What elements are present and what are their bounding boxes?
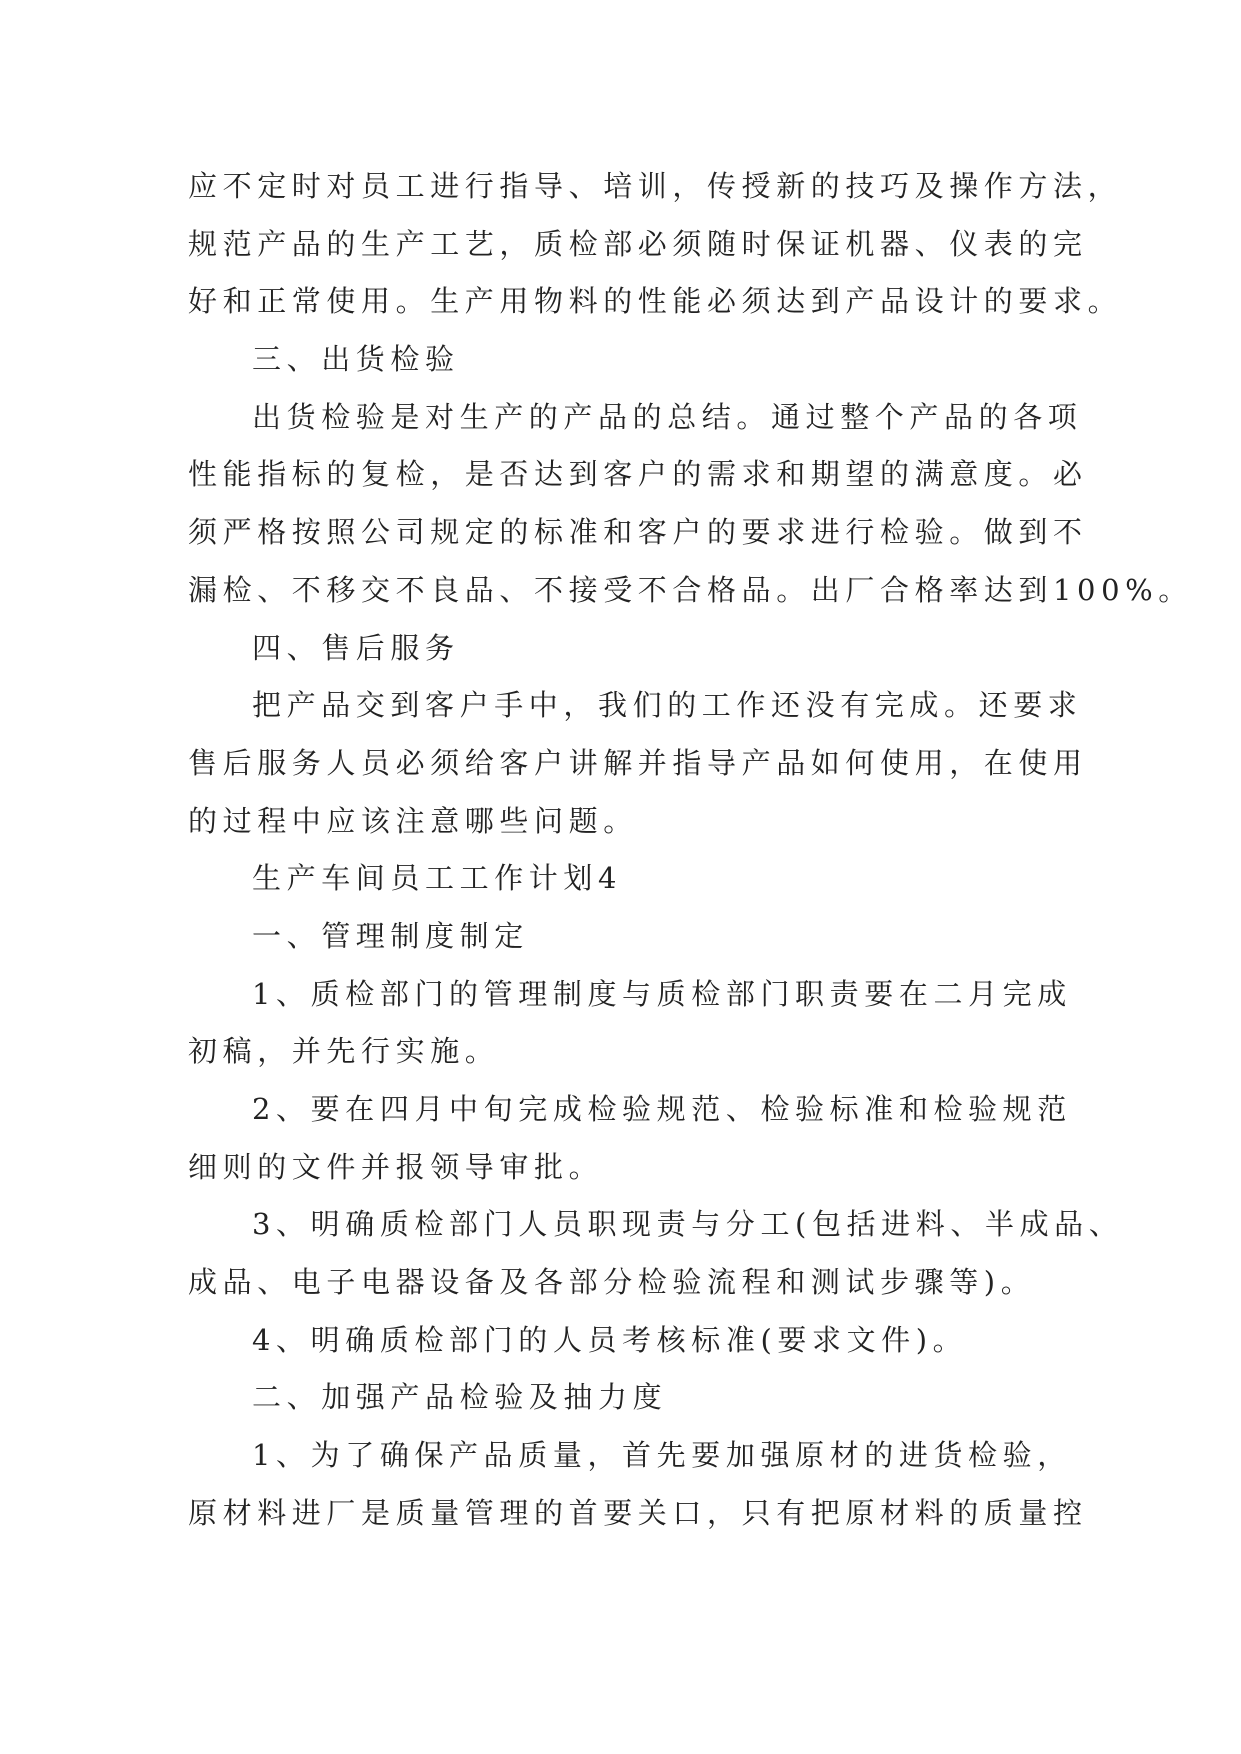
text-line: 漏检、不移交不良品、不接受不合格品。出厂合格率达到100%。 — [188, 572, 1193, 607]
text-line: 把产品交到客户手中，我们的工作还没有完成。还要求 — [252, 688, 1083, 723]
text-line: 规范产品的生产工艺，质检部必须随时保证机器、仪表的完 — [188, 226, 1088, 261]
list-item: 3、明确质检部门人员职现责与分工(包括进料、半成品、 — [252, 1207, 1124, 1242]
section-heading-after-sales: 四、售后服务 — [252, 630, 460, 665]
document-body — [188, 158, 1193, 1543]
text-line: 细则的文件并报领导审批。 — [188, 1149, 604, 1184]
list-item: 4、明确质检部门的人员考核标准(要求文件)。 — [252, 1322, 968, 1357]
section-heading-inspection: 二、加强产品检验及抽力度 — [252, 1380, 668, 1415]
text-line: 须严格按照公司规定的标准和客户的要求进行检验。做到不 — [188, 515, 1088, 550]
document-subtitle: 生产车间员工工作计划4 — [252, 861, 623, 896]
list-item: 1、为了确保产品质量，首先要加强原材的进货检验， — [252, 1438, 1072, 1473]
text-line: 初稿，并先行实施。 — [188, 1034, 500, 1069]
text-line: 性能指标的复检，是否达到客户的需求和期望的满意度。必 — [188, 457, 1088, 492]
list-item: 2、要在四月中旬完成检验规范、检验标准和检验规范 — [252, 1092, 1072, 1126]
text-line: 原材料进厂是质量管理的首要关口，只有把原材料的质量控 — [188, 1495, 1088, 1530]
section-heading-shipment-inspection: 三、出货检验 — [252, 342, 460, 377]
text-line: 成品、电子电器设备及各部分检验流程和测试步骤等)。 — [188, 1265, 1036, 1300]
text-line: 出货检验是对生产的产品的总结。通过整个产品的各项 — [252, 399, 1083, 434]
text-line: 好和正常使用。生产用物料的性能必须达到产品设计的要求。 — [188, 284, 1123, 319]
section-heading-management-system: 一、管理制度制定 — [252, 918, 529, 953]
text-line: 的过程中应该注意哪些问题。 — [188, 803, 638, 838]
text-line: 应不定时对员工进行指导、培训，传授新的技巧及操作方法， — [188, 169, 1123, 203]
list-item: 1、质检部门的管理制度与质检部门职责要在二月完成 — [252, 976, 1072, 1011]
text-line: 售后服务人员必须给客户讲解并指导产品如何使用，在使用 — [188, 745, 1088, 780]
